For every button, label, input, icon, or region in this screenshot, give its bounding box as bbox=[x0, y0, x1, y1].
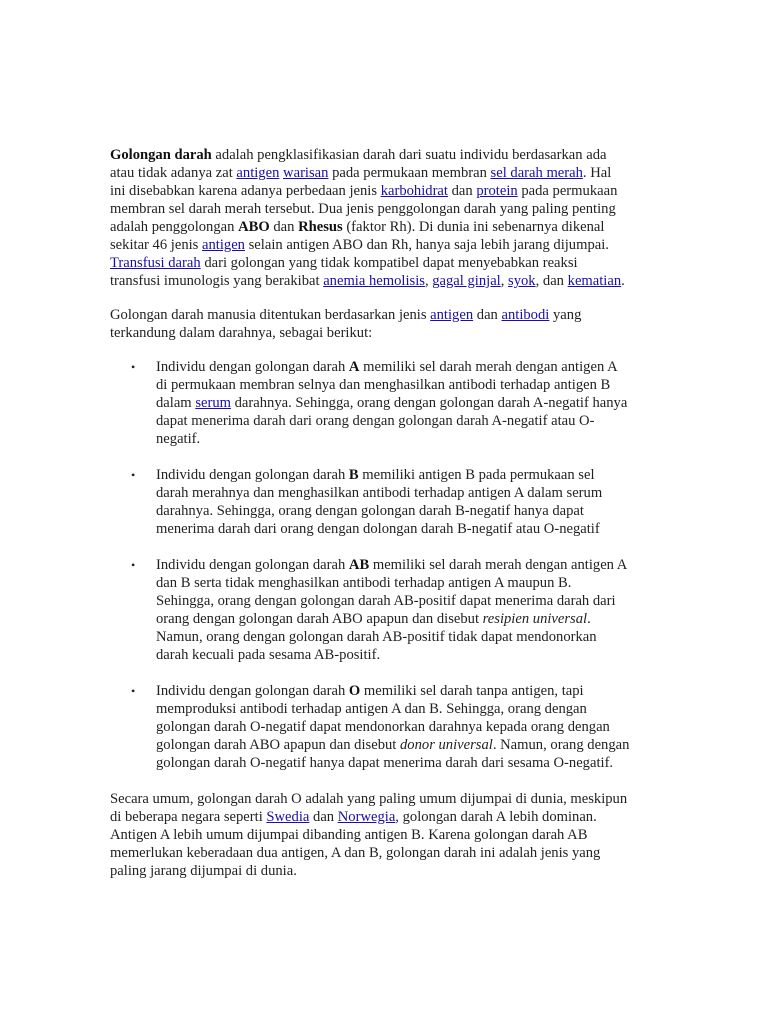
link-antigen[interactable]: antigen bbox=[236, 165, 280, 181]
text-run: darahnya. Sehingga, orang dengan golongan darah A-negatif hanya dapat menerima darah dari orang dengan golongan darah A-negatif atau O-negatif. bbox=[156, 395, 628, 447]
link-swedia[interactable]: Swedia bbox=[266, 809, 310, 825]
text-run: pada permukaan membran bbox=[328, 165, 491, 181]
link-syok[interactable]: syok bbox=[508, 273, 536, 289]
link-warisan[interactable]: warisan bbox=[283, 165, 329, 181]
text-run: memiliki sel darah merah dengan antigen A dan B serta tidak menghasilkan antibodi terhadap antigen A maupun B. Sehingga, orang dengan golongan darah AB-positif dapat menerima darah dari orang dengan golongan darah ABO apapun dan disebut bbox=[156, 557, 627, 627]
text-run: dan bbox=[473, 307, 502, 323]
bullet-icon: • bbox=[131, 360, 136, 374]
intro-paragraph bbox=[110, 146, 630, 290]
link-kematian[interactable]: kematian bbox=[567, 273, 622, 289]
text-run: adalah pengklasifikasian darah dari suatu individu berdasarkan ada atau tidak adanya zat bbox=[110, 147, 607, 181]
text-run: , golongan darah A lebih dominan. Antigen A lebih umum dijumpai dibanding antigen B. Karena golongan darah AB memerlukan keberadaan dua antigen, A dan B, golongan darah ini adalah jenis yang paling jarang dijumpai di dunia. bbox=[110, 809, 601, 879]
blood-type-list bbox=[110, 358, 630, 772]
link-karbohidrat[interactable]: karbohidrat bbox=[380, 183, 448, 199]
list-item-type-b bbox=[131, 466, 630, 538]
term-donor-universal: donor universal bbox=[400, 737, 493, 753]
text-run: Individu dengan golongan darah bbox=[156, 359, 349, 375]
prevalence-paragraph bbox=[110, 790, 630, 880]
link-gagal-ginjal[interactable]: gagal ginjal bbox=[432, 273, 501, 289]
link-norwegia[interactable]: Norwegia bbox=[337, 809, 396, 825]
classification-paragraph bbox=[110, 306, 630, 342]
term-resipien-universal: resipien universal bbox=[482, 611, 588, 627]
link-serum[interactable]: serum bbox=[195, 395, 231, 411]
text-run: dan bbox=[447, 183, 477, 199]
link-sel-darah-merah[interactable]: sel darah merah bbox=[490, 165, 583, 181]
bullet-icon: • bbox=[131, 558, 136, 572]
text-run: . Namun, orang dengan golongan darah O-negatif hanya dapat menerima darah dari sesama O-negatif. bbox=[156, 737, 630, 771]
text-run: Individu dengan golongan darah bbox=[156, 557, 349, 573]
text-run: (faktor Rh). Di dunia ini sebenarnya dikenal sekitar 46 jenis bbox=[110, 219, 605, 253]
text-run: Individu dengan golongan darah bbox=[156, 683, 349, 699]
text-run: pada permukaan membran sel darah merah tersebut. Dua jenis penggolongan darah yang paling penting adalah penggolongan bbox=[110, 183, 618, 235]
link-transfusi-darah[interactable]: Transfusi darah bbox=[110, 255, 201, 271]
text-run: , bbox=[424, 273, 433, 289]
text-run: . bbox=[621, 273, 625, 289]
term-golongan-darah: Golongan darah bbox=[110, 147, 212, 163]
text-run: selain antigen ABO dan Rh, hanya saja lebih jarang dijumpai. bbox=[244, 237, 609, 253]
text-run: dan bbox=[309, 809, 338, 825]
link-anemia-hemolisis[interactable]: anemia hemolisis bbox=[323, 273, 425, 289]
text-run: memiliki sel darah tanpa antigen, tapi memproduksi antibodi terhadap antigen A dan B. Sehingga, orang dengan golongan darah O-negatif dapat mendonorkan darahnya kepada orang dengan golongan darah ABO apapun dan disebut bbox=[156, 683, 610, 753]
text-run: Secara umum, golongan darah O adalah yang paling umum dijumpai di dunia, meskipun di beberapa negara seperti bbox=[110, 791, 628, 825]
text-run: yang terkandung dalam darahnya, sebagai berikut: bbox=[110, 307, 582, 341]
text-run: dan bbox=[269, 219, 299, 235]
text-run: . Hal ini disebabkan karena adanya perbedaan jenis bbox=[110, 165, 612, 199]
type-b-label: B bbox=[348, 467, 359, 483]
text-run: , dan bbox=[535, 273, 568, 289]
link-antigen-2[interactable]: antigen bbox=[202, 237, 245, 253]
type-o-label: O bbox=[348, 683, 361, 699]
list-item-type-o bbox=[131, 682, 630, 772]
text-run: , bbox=[500, 273, 509, 289]
term-rhesus: Rhesus bbox=[298, 219, 343, 235]
link-antigen-3[interactable]: antigen bbox=[430, 307, 474, 323]
text-run: dari golongan yang tidak kompatibel dapat menyebabkan reaksi transfusi imunologis yang berakibat bbox=[110, 255, 578, 289]
list-item-type-ab bbox=[131, 556, 630, 664]
term-abo: ABO bbox=[238, 219, 270, 235]
type-ab-label: AB bbox=[348, 557, 370, 573]
link-antibodi[interactable]: antibodi bbox=[501, 307, 550, 323]
list-item-type-a bbox=[131, 358, 630, 448]
text-run: . Namun, orang dengan golongan darah AB-positif tidak dapat mendonorkan darah kecuali pada sesama AB-positif. bbox=[156, 611, 597, 663]
document-page bbox=[110, 146, 630, 896]
link-protein[interactable]: protein bbox=[476, 183, 518, 199]
bullet-icon: • bbox=[131, 468, 136, 482]
text-run: Golongan darah manusia ditentukan berdasarkan jenis bbox=[110, 307, 431, 323]
text-run: Individu dengan golongan darah bbox=[156, 467, 349, 483]
type-a-label: A bbox=[348, 359, 360, 375]
text-run: memiliki antigen B pada permukaan sel darah merahnya dan menghasilkan antibodi terhadap antigen A dalam serum darahnya. Sehingga, orang dengan golongan darah B-negatif hanya dapat menerima darah dari orang dengan dolongan darah B-negatif atau O-negatif bbox=[156, 467, 603, 537]
text-run: memiliki sel darah merah dengan antigen A di permukaan membran selnya dan menghasilkan antibodi terhadap antigen B dalam bbox=[156, 359, 617, 411]
bullet-icon: • bbox=[131, 684, 136, 698]
